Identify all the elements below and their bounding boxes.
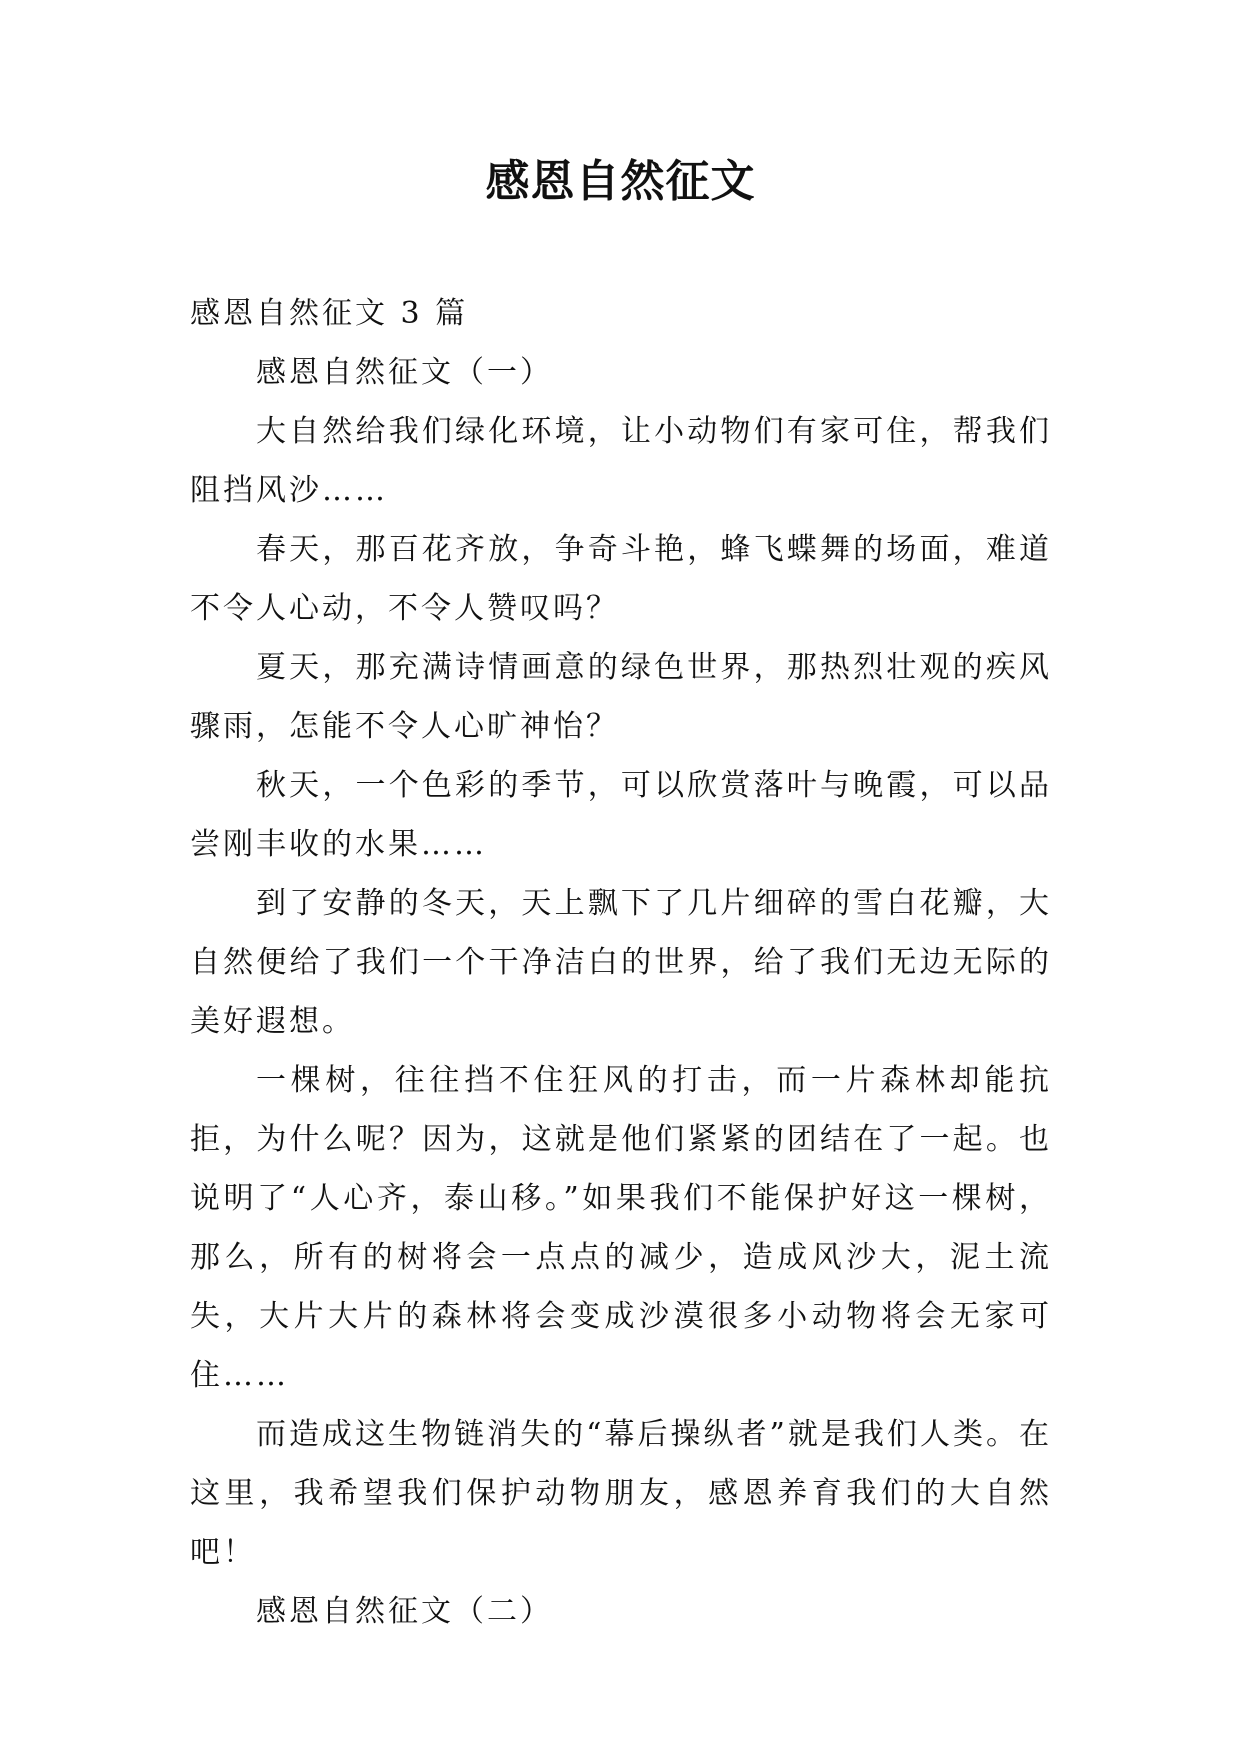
paragraph: 一棵树，往往挡不住狂风的打击，而一片森林却能抗拒，为什么呢？因为，这就是他们紧紧的团结在了一起。也说明了“人心齐，泰山移。”如果我们不能保护好这一棵树，那么，所有的树将会一点点的减少，造成风沙大，泥土流失，大片大片的森林将会变成沙漠很多小动物将会无家可住……	[190, 1063, 1052, 1393]
paragraph: 夏天，那充满诗情画意的绿色世界，那热烈壮观的疾风骤雨，怎能不令人心旷神怡？	[190, 650, 1052, 744]
document-title: 感恩自然征文	[485, 156, 756, 207]
paragraph: 到了安静的冬天，天上飘下了几片细碎的雪白花瓣，大自然便给了我们一个干净洁白的世界，给了我们无边无际的美好遐想。	[190, 886, 1052, 1039]
paragraph: 秋天，一个色彩的季节，可以欣赏落叶与晚霞，可以品尝刚丰收的水果……	[190, 768, 1052, 862]
paragraph: 而造成这生物链消失的“幕后操纵者”就是我们人类。在这里，我希望我们保护动物朋友，感恩养育我们的大自然吧！	[190, 1417, 1052, 1570]
paragraph: 大自然给我们绿化环境，让小动物们有家可住，帮我们阻挡风沙……	[190, 414, 1052, 508]
document-subtitle: 感恩自然征文 3 篇	[190, 296, 469, 331]
section-heading-1: 感恩自然征文（一）	[256, 355, 553, 390]
section-heading-2: 感恩自然征文（二）	[256, 1594, 553, 1629]
document-body	[190, 284, 1052, 1641]
paragraph: 春天，那百花齐放，争奇斗艳，蜂飞蝶舞的场面，难道不令人心动，不令人赞叹吗？	[190, 532, 1052, 626]
